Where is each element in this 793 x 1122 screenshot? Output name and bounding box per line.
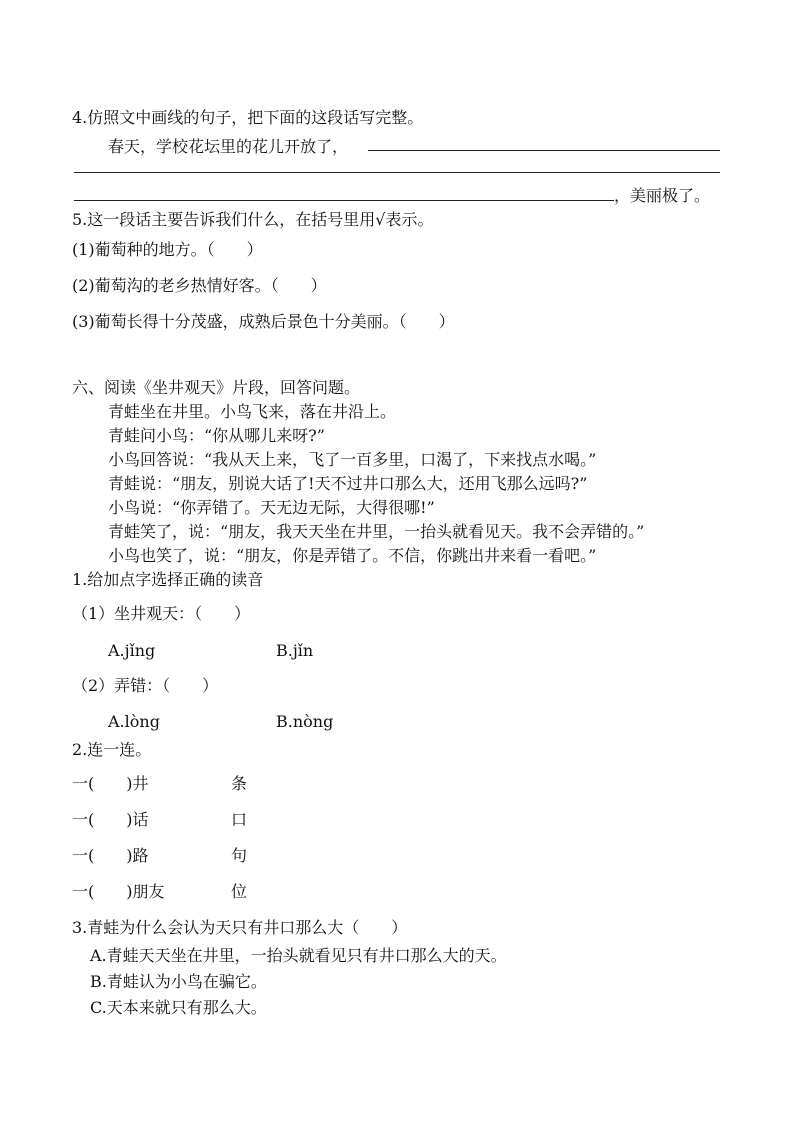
s6-q3-prompt: 3.青蛙为什么会认为天只有井口那么大（ ） — [72, 918, 408, 937]
match-left-2[interactable]: 一( )话 — [72, 810, 149, 829]
passage-line-2: 青蛙问小鸟：“你从哪儿来呀?” — [108, 426, 325, 445]
match-right-2[interactable]: 口 — [231, 810, 248, 829]
s6-q1-item-2-option-b[interactable]: B.nòng — [276, 712, 334, 731]
passage-line-4: 青蛙说：“朋友，别说大话了!天不过井口那么大，还用飞那么远吗?” — [108, 474, 588, 493]
passage-line-6: 青蛙笑了，说：“朋友，我天天坐在井里，一抬头就看见天。我不会弄错的。” — [108, 522, 645, 541]
passage-line-5: 小鸟说：“你弄错了。天无边无际，大得很哪!” — [108, 498, 435, 517]
match-right-3[interactable]: 句 — [231, 846, 248, 865]
q4-sentence-end: ，美丽极了。 — [614, 186, 711, 205]
match-right-1[interactable]: 条 — [231, 774, 248, 793]
q4-prompt: 4.仿照文中画线的句子，把下面的这段话写完整。 — [72, 108, 424, 127]
q5-option-1[interactable]: (1)葡萄种的地方。（ ） — [72, 240, 263, 259]
s6-q1-item-2-option-a[interactable]: A.lòng — [108, 712, 160, 731]
section6-title: 六、阅读《坐井观天》片段，回答问题。 — [72, 378, 361, 397]
s6-q3-option-b[interactable]: B.青蛙认为小鸟在骗它。 — [90, 972, 267, 991]
s6-q1-prompt: 1.给加点字选择正确的读音 — [72, 570, 264, 589]
q5-prompt: 5.这一段话主要告诉我们什么，在括号里用√表示。 — [72, 210, 434, 229]
s6-q1-item-2-label: （2）弄错：（ ） — [72, 676, 219, 695]
q4-sentence-start: 春天，学校花坛里的花儿开放了， — [108, 137, 349, 156]
match-left-3[interactable]: 一( )路 — [72, 846, 149, 865]
s6-q3-option-c[interactable]: C.天本来就只有那么大。 — [90, 998, 267, 1017]
match-right-4[interactable]: 位 — [231, 882, 248, 901]
passage-line-1: 青蛙坐在井里。小鸟飞来，落在井沿上。 — [108, 402, 397, 421]
passage-line-3: 小鸟回答说：“我从天上来，飞了一百多里，口渴了，下来找点水喝。” — [108, 450, 597, 469]
s6-q2-prompt: 2.连一连。 — [72, 740, 152, 759]
q5-option-3[interactable]: (3)葡萄长得十分茂盛，成熟后景色十分美丽。（ ） — [72, 312, 455, 331]
q4-answer-line-1[interactable] — [368, 150, 720, 151]
q5-option-2[interactable]: (2)葡萄沟的老乡热情好客。（ ） — [72, 276, 327, 295]
passage-line-7: 小鸟也笑了，说：“朋友，你是弄错了。不信，你跳出井来看一看吧。” — [108, 546, 597, 565]
s6-q3-option-a[interactable]: A.青蛙天天坐在井里，一抬头就看见只有井口那么大的天。 — [90, 946, 507, 965]
match-left-1[interactable]: 一( )井 — [72, 774, 149, 793]
match-left-4[interactable]: 一( )朋友 — [72, 882, 165, 901]
s6-q1-item-1-label: （1）坐井观天：（ ） — [72, 604, 251, 623]
s6-q1-item-1-option-b[interactable]: B.jǐn — [276, 641, 314, 660]
q4-answer-line-3[interactable] — [74, 200, 614, 201]
s6-q1-item-1-option-a[interactable]: A.jǐng — [108, 641, 156, 660]
q4-answer-line-2[interactable] — [74, 172, 720, 173]
